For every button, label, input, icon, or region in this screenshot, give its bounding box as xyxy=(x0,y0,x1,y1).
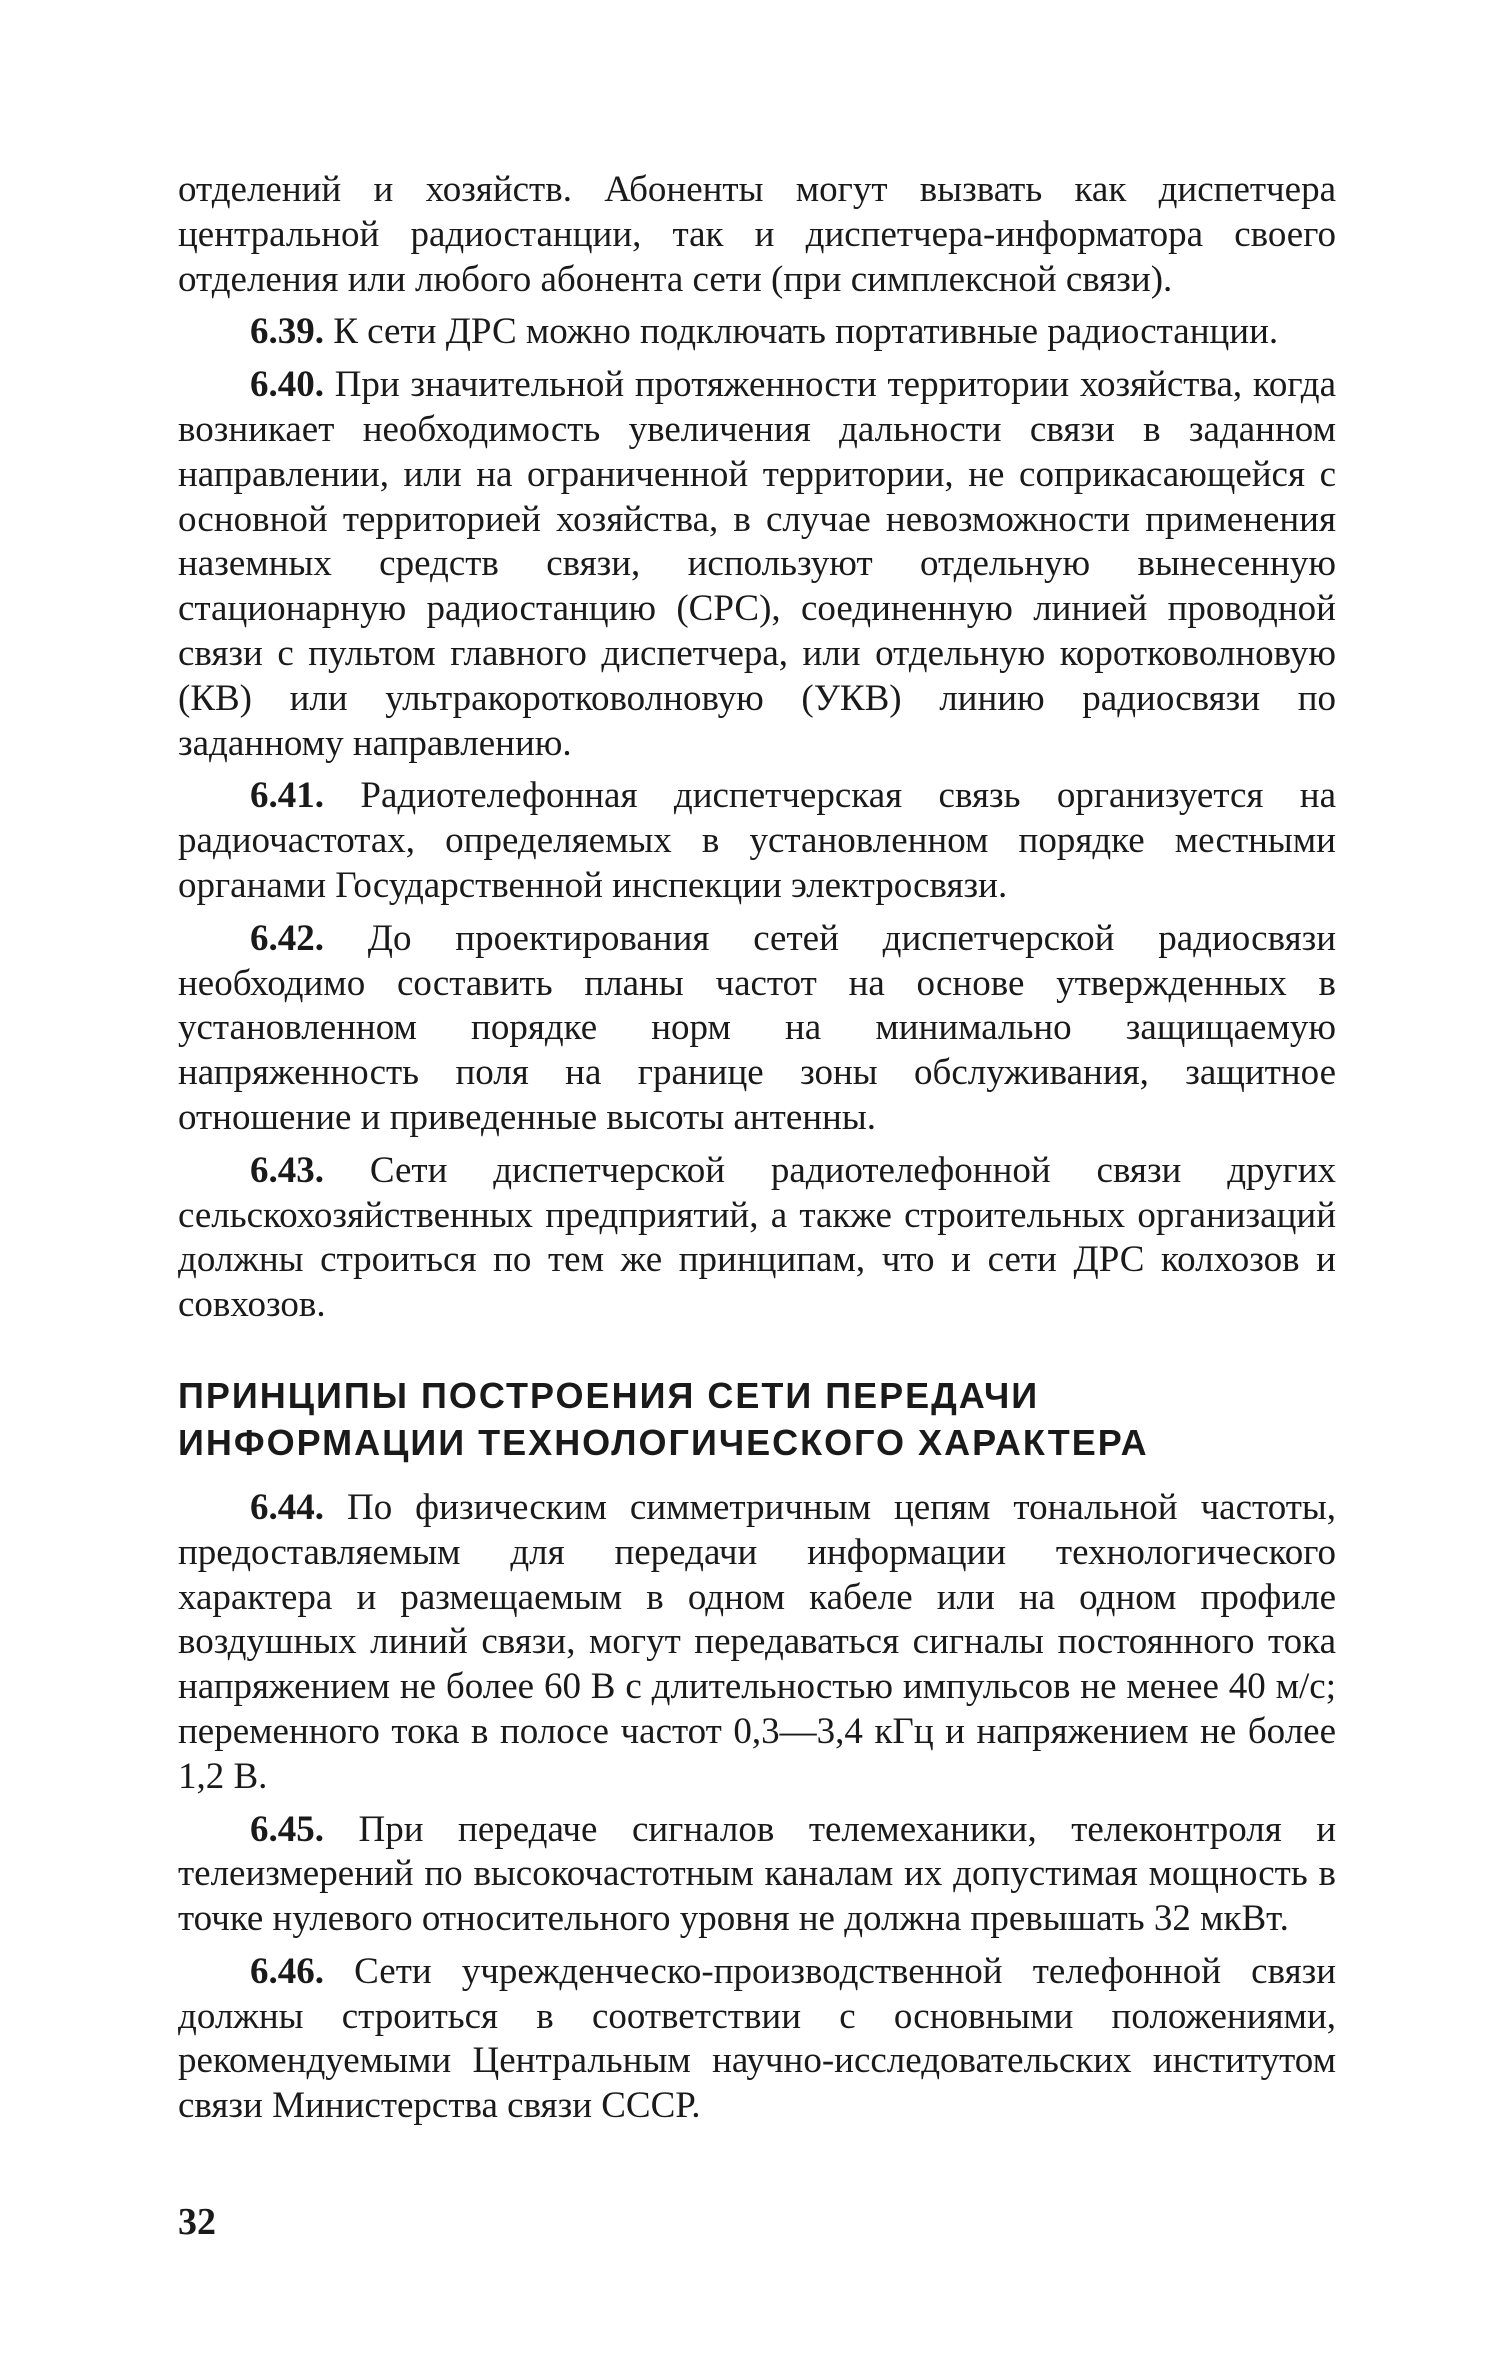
paragraph-number: 6.46. xyxy=(250,1950,324,1992)
section-heading xyxy=(178,1372,1336,1466)
paragraph-6-43 xyxy=(178,1149,1336,1328)
paragraph-number: 6.42. xyxy=(250,917,324,959)
paragraph-text: Сети учрежденческо-производственной телефонной связи должны строиться в соответствии с основными положениями, рекомендуемыми Центральным научно-исследовательских институтом связи Министерства связи СССР. xyxy=(178,1950,1337,2127)
section-heading-line-2: ИНФОРМАЦИИ ТЕХНОЛОГИЧЕСКОГО ХАРАКТЕРА xyxy=(178,1421,1149,1463)
paragraph-number: 6.40. xyxy=(250,364,324,406)
paragraph-6-45 xyxy=(178,1808,1336,1942)
section-heading-line-1: ПРИНЦИПЫ ПОСТРОЕНИЯ СЕТИ ПЕРЕДАЧИ xyxy=(178,1374,1040,1416)
body-text xyxy=(178,168,1336,2137)
paragraph-6-39 xyxy=(178,310,1336,355)
paragraph-text: Радиотелефонная диспетчерская связь организуется на радиочастотах, определяемых в установленном порядке местными органами Государственной инспекции электросвязи. xyxy=(178,775,1337,906)
paragraph-text: При передаче сигналов телемеханики, телеконтроля и телеизмерений по высокочастотным каналам их допустимая мощность в точке нулевого относительного уровня не должна превышать 32 мкВт. xyxy=(178,1808,1336,1940)
paragraph-text: По физическим симметричным цепям тональной частоты, предоставляемым для передачи информации технологического характера и размещаемым в одном кабеле или на одном профиле воздушных линий связи, могут передаваться сигналы постоянного тока напряжением не более 60 В с длительностью импульсов не менее 40 м/с; переменного тока в полосе частот 0,3—3,4 кГц и напряжением не более 1,2 В. xyxy=(178,1486,1337,1797)
paragraph-6-46 xyxy=(178,1950,1336,2129)
paragraph-number: 6.39. xyxy=(250,311,324,353)
paragraph-continuation xyxy=(178,168,1336,302)
paragraph-text: До проектирования сетей диспетчерской радиосвязи необходимо составить планы частот на основе утвержденных в установленном порядке норм на минимально защищаемую напряженность поля на границе зоны обслуживания, защитное отношение и приведенные высоты антенны. xyxy=(178,917,1337,1138)
paragraph-number: 6.44. xyxy=(250,1486,324,1528)
paragraph-number: 6.43. xyxy=(250,1149,324,1191)
paragraph-text: При значительной протяженности территории хозяйства, когда возникает необходимость увеличения дальности связи в заданном направлении, или на ограниченной территории, не соприкасающейся с основной территорией хозяйства, в случае невозможности применения наземных средств связи, используют отдельную вынесенную стационарную радиостанцию (СРС), соединенную линией проводной связи с пультом главного диспетчера, или отдельную коротковолновую (КВ) или ультракоротковолновую (УКВ) линию радиосвязи по заданному направлению. xyxy=(178,364,1336,764)
page-number: 32 xyxy=(178,2201,216,2243)
paragraph-number: 6.45. xyxy=(250,1808,324,1850)
paragraph-text: отделений и хозяйств. Абоненты могут вызвать как диспетчера центральной радиостанции, так и диспетчера-информатора своего отделения или любого абонента сети (при симплексной связи). xyxy=(178,169,1336,300)
paragraph-6-40 xyxy=(178,363,1336,766)
paragraph-6-44 xyxy=(178,1486,1336,1800)
paragraph-text: Сети диспетчерской радиотелефонной связи других сельскохозяйственных предприятий, а также строительных организаций должны строиться по тем же принципам, что и сети ДРС колхозов и совхозов. xyxy=(178,1149,1337,1326)
paragraph-number: 6.41. xyxy=(250,775,324,817)
paragraph-6-42 xyxy=(178,917,1336,1141)
paragraph-text: К сети ДРС можно подключать портативные радиостанции. xyxy=(333,311,1279,353)
paragraph-6-41 xyxy=(178,774,1336,908)
